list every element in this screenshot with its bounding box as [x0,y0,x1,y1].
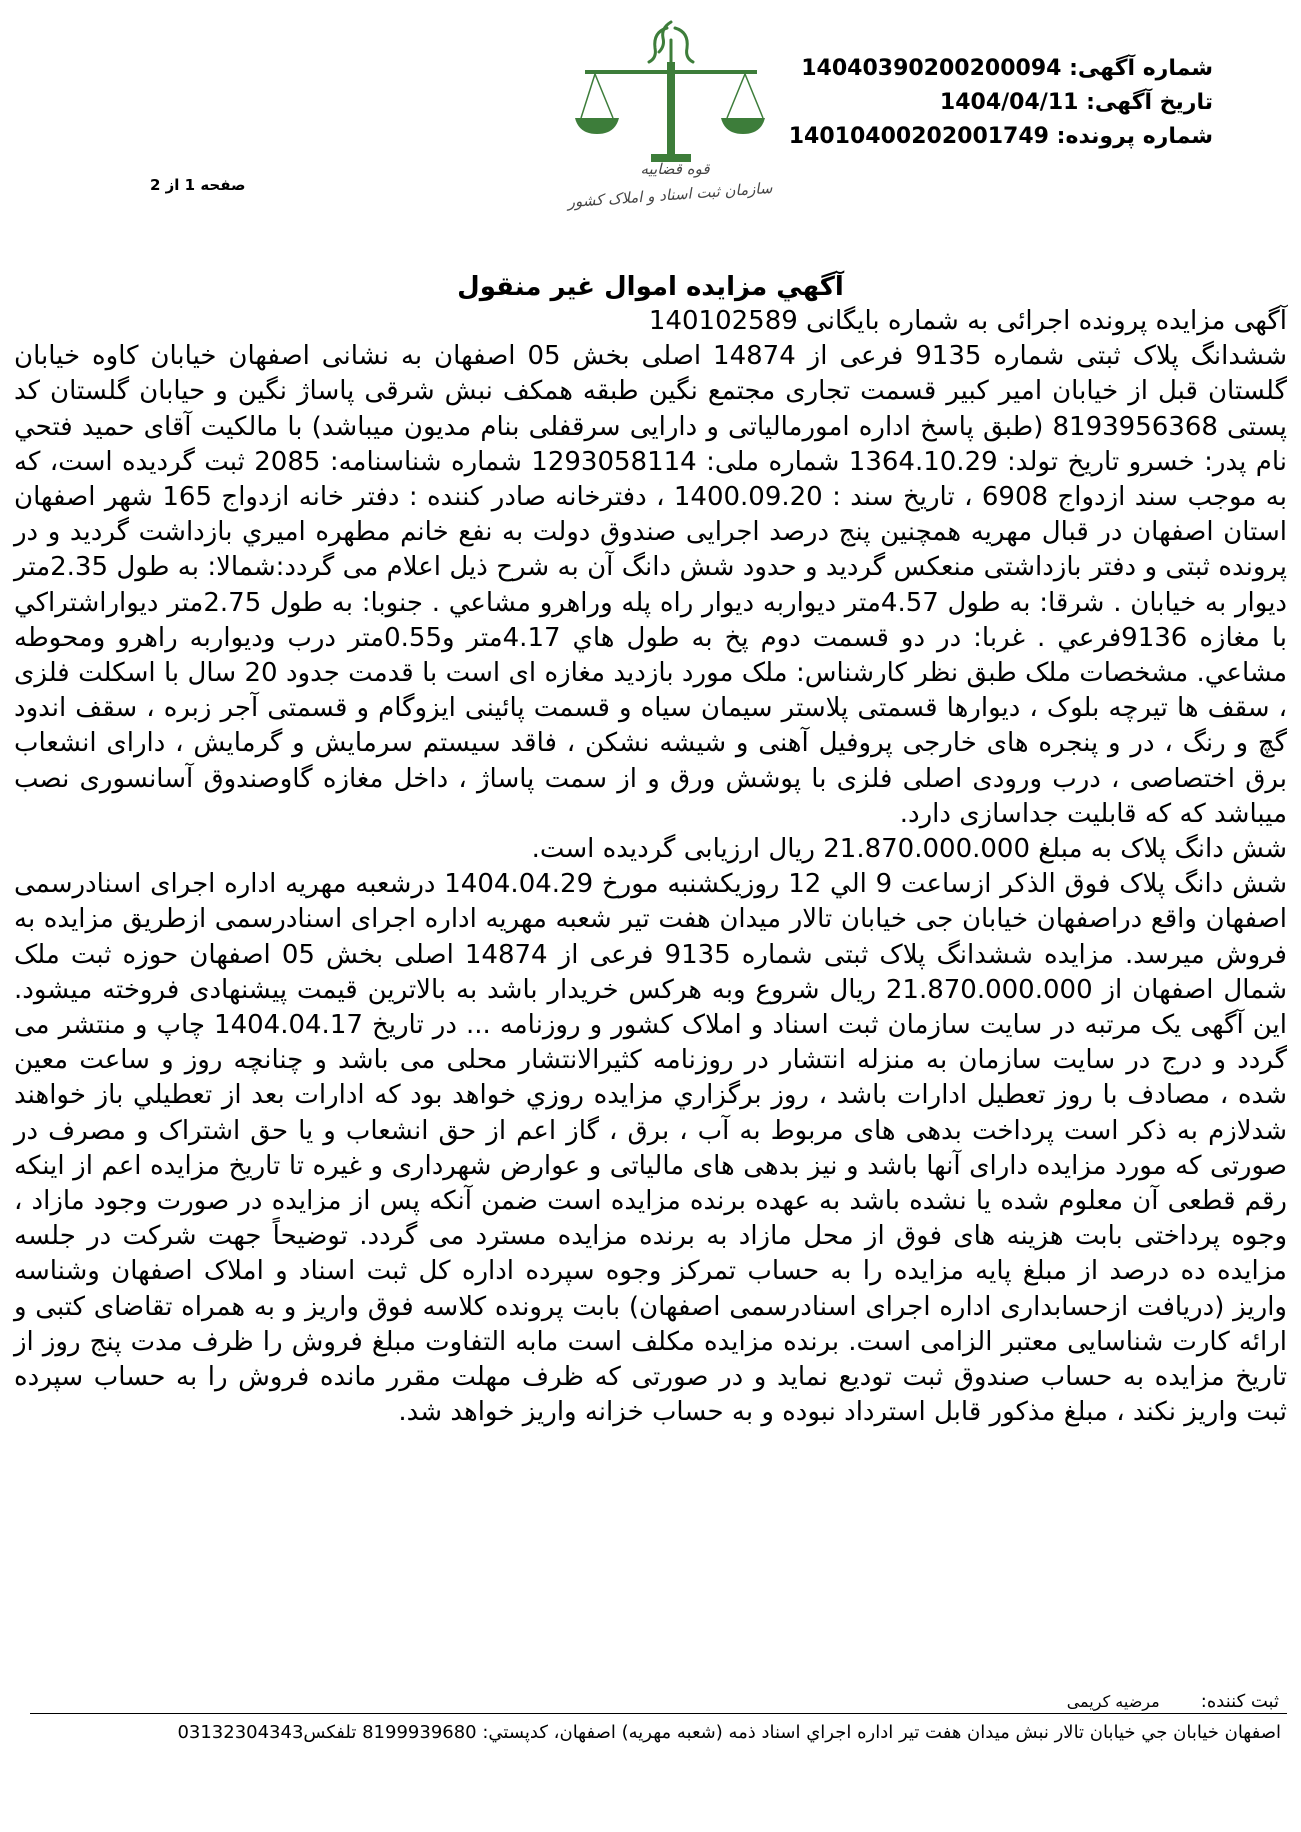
notice-date-label: تاریخ آگهی: [1086,90,1213,115]
notice-date-row [789,86,1213,120]
logo-text-registration-org: سازمان ثبت اسناد و املاک کشور [567,178,773,212]
notice-number-label: شماره آگهی: [1069,56,1213,81]
case-number-row [789,120,1213,154]
notice-body [14,304,1287,1431]
auction-terms-paragraph: شش دانگ پلاک فوق الذکر ازساعت 9 الي 12 روزیکشنبه مورخ 1404.04.29 درشعبه مهریه اداره اجرای اسنادرسمی اصفهان واقع دراصفهان خیابان جی خیابان تالار میدان هفت تیر شعبه مهریه اداره اجرای اسنادرسمی ازطریق مزایده به فروش میرسد. مزایده ششدانگ پلاک ثبتی شماره 9135 فرعی از 14874 اصلی بخش 05 اصفهان حوزه ثبت ملک شمال اصفهان از 21.870.000.000 ریال شروع وبه هرکس خریدار باشد به بالاترین قیمت پیشنهادی فروخته میشود. این آگهی یک مرتبه در سایت سازمان ثبت اسناد و املاک کشور و روزنامه ... در تاریخ 1404.04.17 چاپ و منتشر می گردد و درج در سایت سازمان به منزله انتشار در روزنامه کثیرالانتشار محلی می باشد و چنانچه روز و ساعت معین شده ، مصادف با روز تعطیل ادارات باشد ، روز برگزاري مزايده روزي خواهد بود كه ادارات بعد از تعطيلي باز خواهند شدلازم به ذکر است پرداخت بدهی های مربوط به آب ، برق ، گاز اعم از حق انشعاب و یا حق اشتراک و مصرف در صورتی که مورد مزایده دارای آنها باشد و نیز بدهی های مالیاتی و عوارض شهرداری و غیره تا تاریخ مزایده اعم از اینکه رقم قطعی آن معلوم شده یا نشده باشد به عهده برنده مزایده است ضمن آنکه پس از مزایده در صورت وجود مازاد ، وجوه پرداختی بابت هزینه های فوق از محل مازاد به برنده مزایده مسترد می گردد. توضیحاً جهت شرکت در جلسه مزایده ده درصد از مبلغ پایه مزایده را به حساب تمرکز وجوه سپرده اداره کل ثبت اسناد و املاک اصفهان وشناسه واریز (دریافت ازحسابداری اداره اجرای اسنادرسمی اصفهان) بابت پرونده کلاسه فوق واریز و به همراه تقاضای کتبی و ارائه کارت شناسایی معتبر الزامی است. برنده مزایده مکلف است مابه التفاوت مبلغ فروش را ظرف مدت پنج روز از تاریخ مزایده به حساب صندوق ثبت تودیع نماید و در صورتی که ظرف مهلت مقرر مانده فروش را به حساب سپرده ثبت واریز نکند ، مبلغ مذکور قابل استرداد نبوده و به حساب خزانه واریز خواهد شد. [14,869,1288,1428]
page-number: صفحه 1 از 2 [150,176,246,194]
valuation-paragraph: شش دانگ پلاک به مبلغ 21.870.000.000 ریال ارزیابی گردیده است. [531,834,1287,865]
footer-address: اصفهان خیابان جي خیابان تالار نبش میدان هفت تیر اداره اجراي اسناد ذمه (شعبه مهریه) اصفهان، کدپستي: 8199939680 تلفكس03132304343 [177,1722,1281,1743]
notice-number-value: 14040390200200094 [801,56,1062,81]
footer-divider [30,1713,1287,1714]
case-number-label: شماره پرونده: [1056,124,1213,149]
notice-title: آگهي مزايده اموال غير منقول [457,272,844,302]
property-description-paragraph: ششدانگ پلاک ثبتی شماره 9135 فرعی از 14874 اصلی بخش 05 اصفهان به نشانی اصفهان خیابان کاوه خیابان گلستان قبل از خیابان امیر کبیر قسمت تجاری مجتمع نگین طبقه همکف نبش شرقی پاساژ نگین و حیابان گلستان کد پستی 8193956368 (طبق پاسخ اداره امورمالیاتی و دارایی سرقفلی بنام مدیون میباشد) با مالکیت آقای حمید فتحي نام پدر: خسرو تاریخ تولد: 1364.10.29 شماره ملی: 1293058114 شماره شناسنامه: 2085 ثبت گردیده است، که به موجب سند ازدواج 6908 ، تاریخ سند : 1400.09.20 ، دفترخانه صادر کننده : دفتر خانه ازدواج 165 شهر اصفهان استان اصفهان در قبال مهریه همچنین پنج درصد اجرایی صندوق دولت به نفع خانم مطهره اميري بازداشت گردید و در پرونده ثبتی و دفتر بازداشتی منعکس گردید و حدود شش دانگ آن به شرح ذیل اعلام می گردد:شمالا: به طول 2.35متر ديوار به خيابان . شرقا: به طول 4.57متر ديواربه ديوار راه پله وراهرو مشاعي . جنوبا: به طول 2.75متر ديواراشتراكي با مغازه 9136فرعي . غربا: در دو قسمت دوم پخ به طول هاي 4.17متر و0.55متر درب وديواربه راهرو ومحوطه مشاعي. مشخصات ملک طبق نظر کارشناس: ملک مورد بازدید مغازه ای است با قدمت جدود 20 سال با اسکلت فلزی ، سقف ها تیرچه بلوک ، دیوارها قسمتی پلاستر سیمان سیاه و قسمت پائینی ایزوگام و قسمتی آجر زبره ، سقف اندود گچ و رنگ ، در و پنجره های خارجی پروفیل آهنی و شیشه نشکن ، فاقد سیستم سرمایش و گرمایش ، دارای انشعاب برق اختصاصی ، درب ورودی اصلی فلزی با پوشش ورق و از سمت پاساژ ، داخل مغازه گاوصندوق آسانسوری نصب میباشد که که قابلیت جداسازی دارد. [14,341,1288,829]
notice-date-value: 1404/04/11 [939,90,1079,115]
registrar-name: مرضیه کریمی [1066,1692,1160,1711]
registrar [1067,1691,1279,1712]
registrar-label: ثبت کننده: [1200,1691,1279,1712]
notice-number-row [789,52,1213,86]
notice-metadata [789,52,1213,154]
case-number-value: 14010400202001749 [788,124,1049,149]
archive-number-line: آگهی مزایده پرونده اجرائی به شماره بایگانی 140102589 [648,306,1287,336]
logo-text-judiciary: قوه قضاییه [640,160,710,178]
